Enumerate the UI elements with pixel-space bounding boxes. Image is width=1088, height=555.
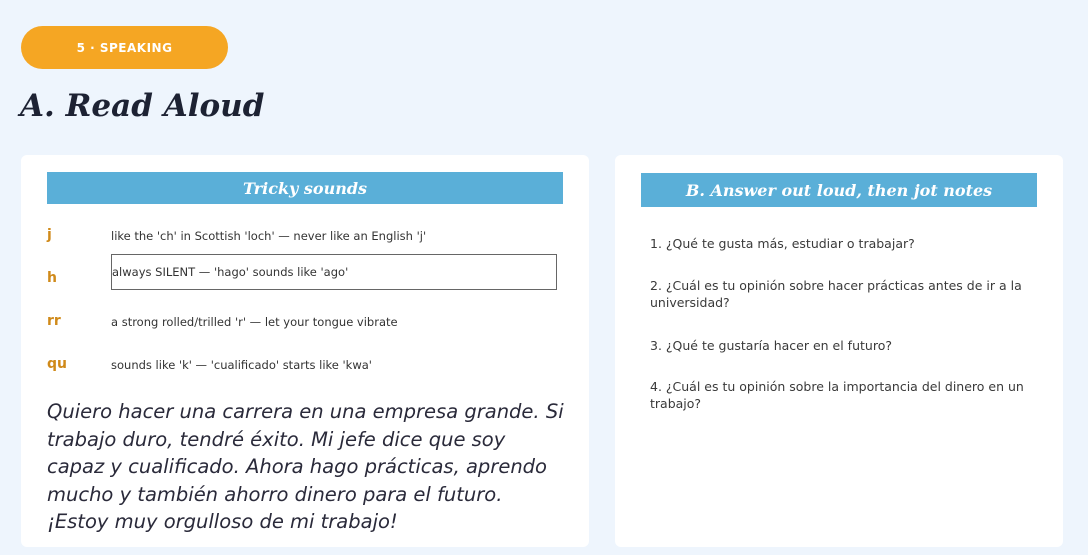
questions-heading: B. Answer out loud, then jot notes [641, 173, 1037, 207]
sound-description: sounds like 'k' — 'cualificado' starts like 'kwa' [111, 358, 372, 372]
sound-key: h [47, 270, 57, 286]
tricky-sounds-heading: Tricky sounds [47, 172, 563, 204]
read-aloud-passage: Quiero hacer una carrera en una empresa grande. Si trabajo duro, tendré éxito. Mi jefe dice que soy capaz y cualificado. Ahora hago prácticas, aprendo mucho y también ahorro dinero para el futuro. ¡Estoy muy orgulloso de mi trabajo! [47, 400, 564, 533]
questions-card [615, 155, 1063, 547]
sound-description: a strong rolled/trilled 'r' — let your tongue vibrate [111, 315, 398, 329]
question-item: 4. ¿Cuál es tu opinión sobre la importancia del dinero en un trabajo? [650, 379, 1024, 411]
sound-row-j [47, 227, 567, 247]
question-item: 2. ¿Cuál es tu opinión sobre hacer prácticas antes de ir a la universidad? [650, 278, 1022, 310]
sound-key: rr [47, 313, 61, 329]
sound-row-h[interactable] [47, 265, 567, 290]
sound-row-qu [47, 356, 567, 376]
question-item: 1. ¿Qué te gusta más, estudiar o trabajar? [650, 236, 915, 251]
sound-key: j [47, 227, 52, 243]
question-item: 3. ¿Qué te gustaría hacer en el futuro? [650, 338, 892, 353]
sound-key: qu [47, 356, 67, 372]
sound-description: like the 'ch' in Scottish 'loch' — never like an English 'j' [111, 229, 427, 243]
sound-row-rr [47, 313, 567, 333]
page-title: A. Read Aloud [20, 88, 265, 124]
tricky-sounds-card [21, 155, 589, 547]
section-badge: 5 · SPEAKING [21, 26, 228, 69]
sound-description-selected[interactable]: always SILENT — 'hago' sounds like 'ago' [111, 254, 557, 290]
